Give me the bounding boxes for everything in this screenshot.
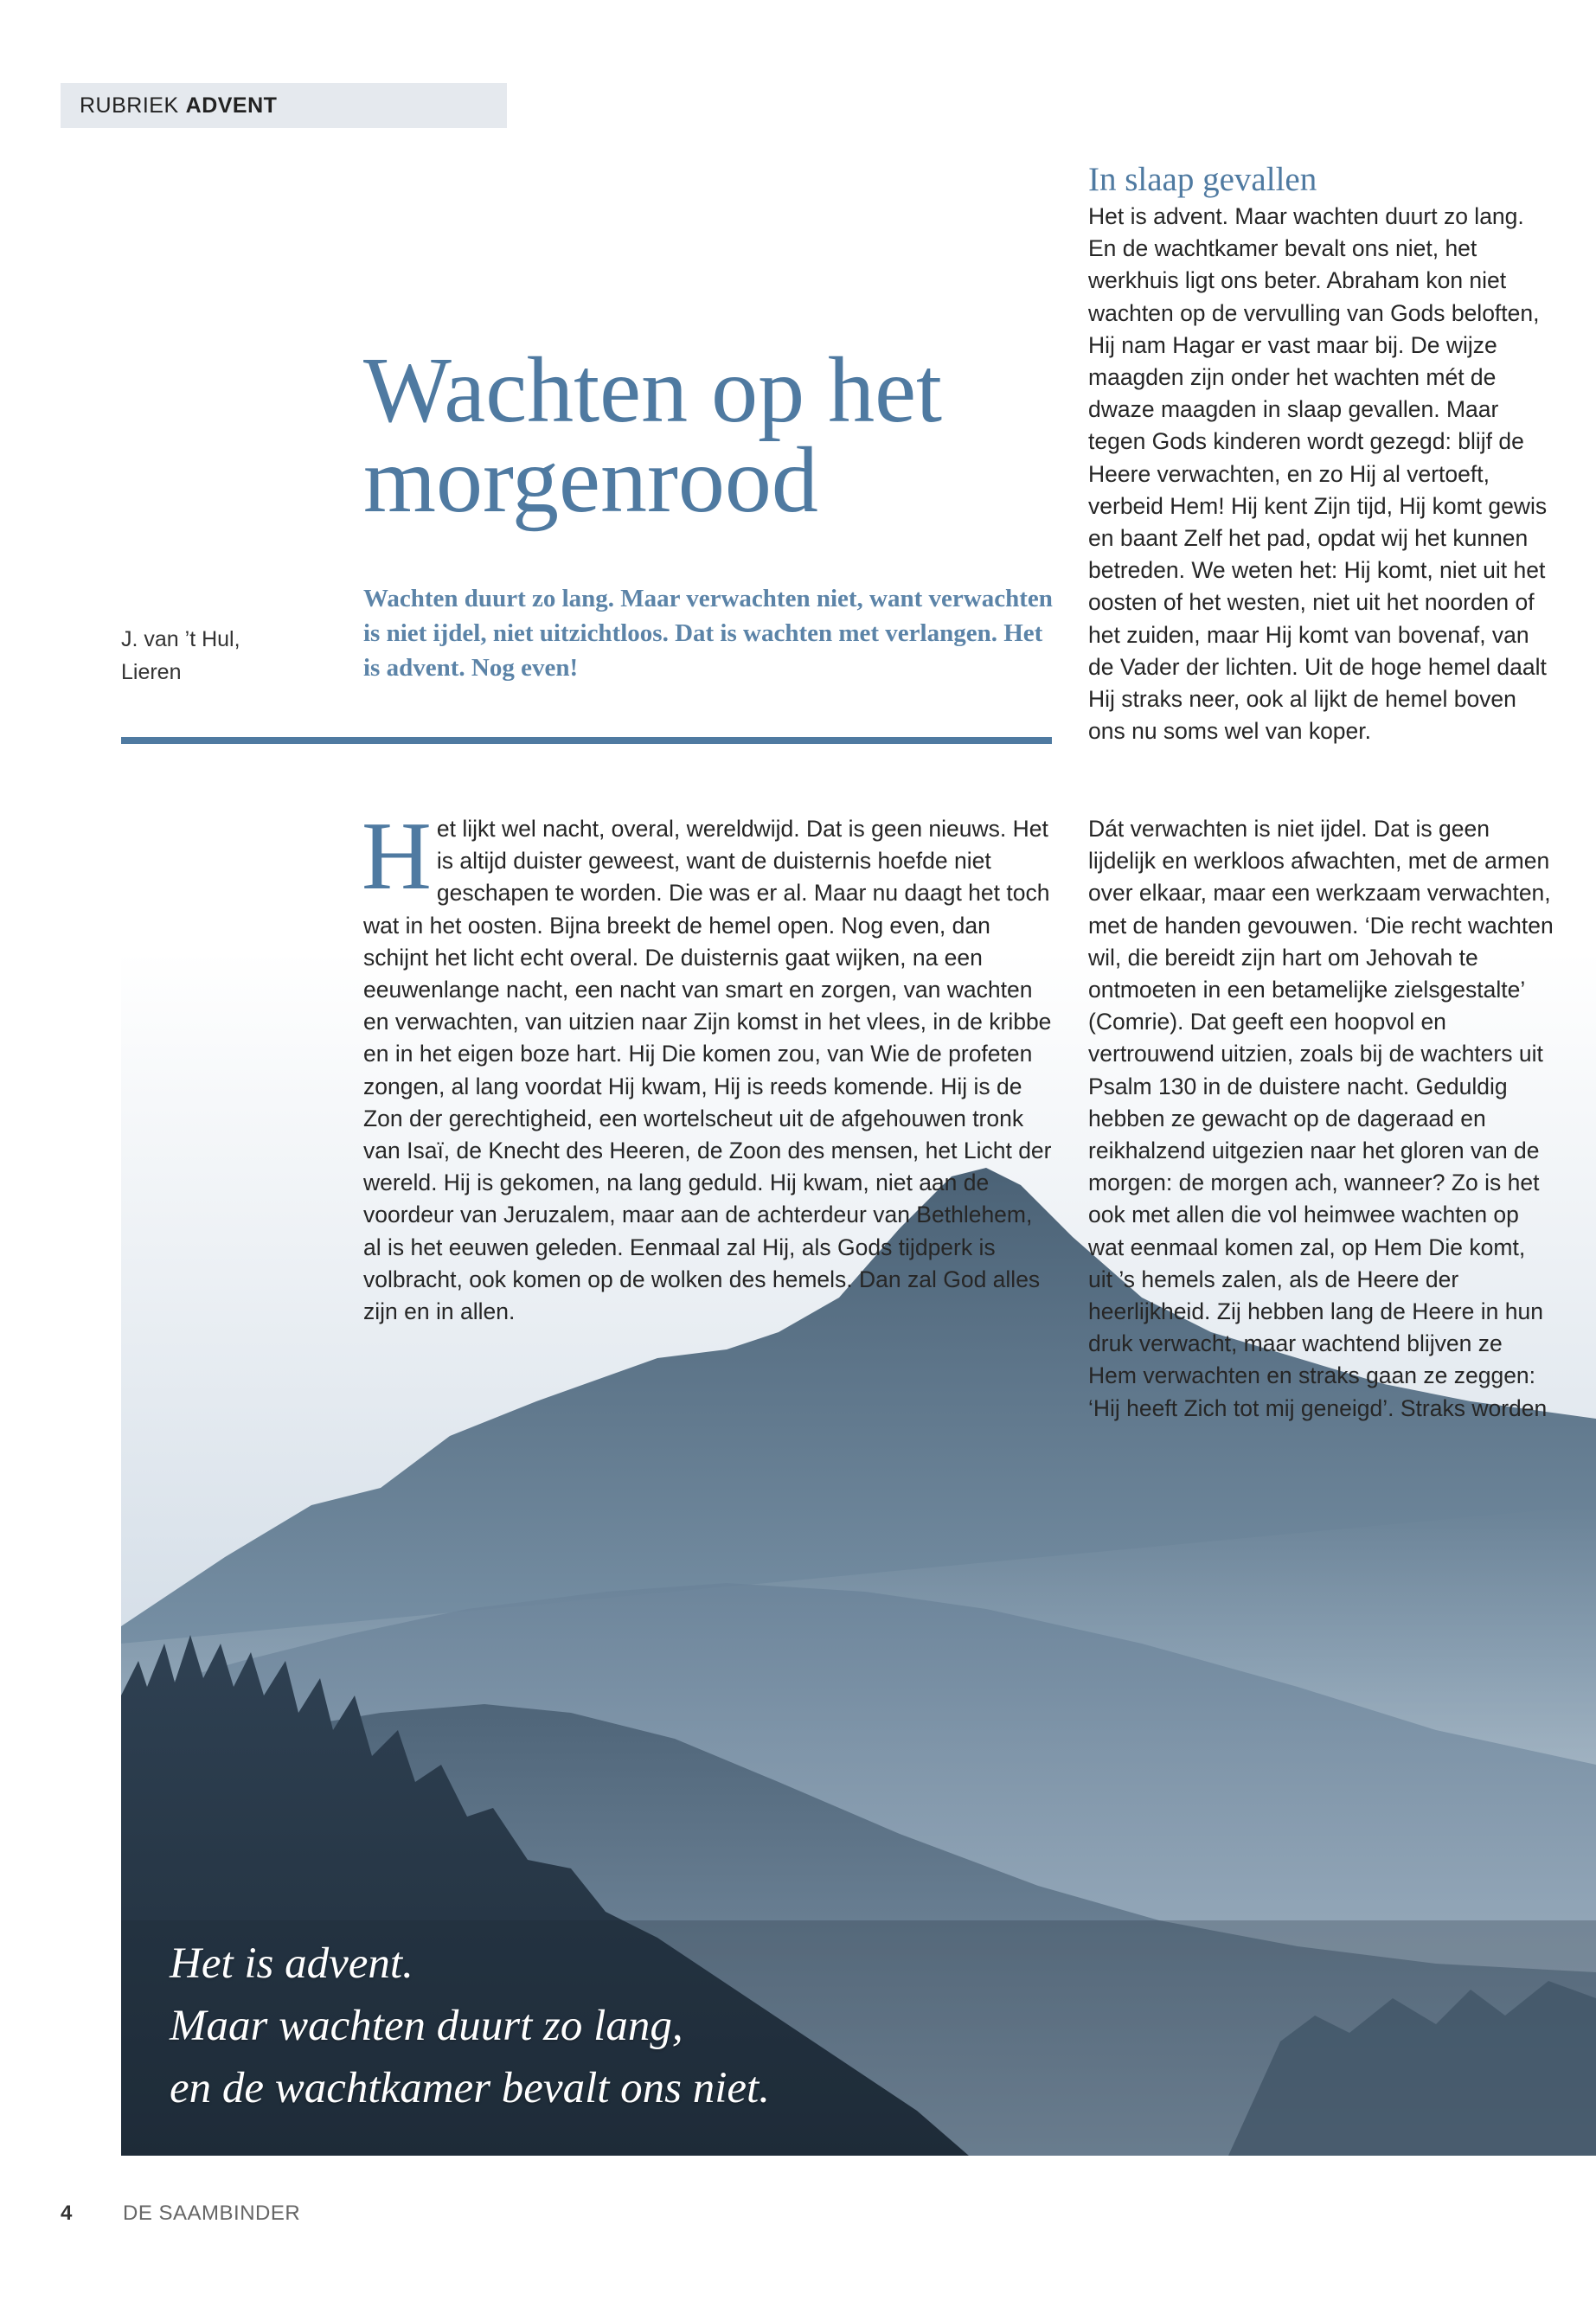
section-name: ADVENT <box>185 93 278 118</box>
pull-quote-line: Het is advent. <box>170 1939 413 1988</box>
page-number: 4 <box>61 2202 73 2225</box>
author-place: Lieren <box>121 660 182 684</box>
page-footer <box>61 2199 300 2228</box>
author-byline <box>121 623 294 689</box>
section-label: RUBRIEK <box>80 93 179 118</box>
article-lede: Wachten duurt zo lang. Maar verwachten niet, want verwachten is niet ijdel, niet uitzichtloos. Dat is wachten met verlangen. Het is advent. Nog even! <box>363 585 1053 682</box>
body-column-right-bottom <box>1088 813 1555 1425</box>
body-paragraph <box>362 803 1055 1328</box>
pull-quote <box>170 1932 1121 2119</box>
body-right-bottom-text: Dát verwachten is niet ijdel. Dat is geen lijdelijk en werkloos afwachten, met de armen over elkaar, maar een werkzaam verwachten, met de handen gevouwen. ‘Die recht wachten wil, die bereidt zijn hart om Jehovah te ontmoeten in een betamelijke zielsgestalte’ (Comrie). Dat geeft een hoopvol en vertrouwend uitzien, zoals bij de wachters uit Psalm 130 in de duistere nacht. Geduldig hebben ze gewacht op de dageraad en reikhalzend uitgezien naar het gloren van de morgen: de morgen ach, wanneer? Zo is het ook met allen die vol heimwee wachten op wat eenmaal komen zal, op Hem Die komt, uit ’s hemels zalen, als de Heere der heerlijkheid. Zij hebben lang de Heere in hun druk verwacht, maar wachtend blijven ze Hem verwachten en straks gaan ze zeggen: ‘Hij heeft Zich tot mij geneigd’. Straks worden <box>1088 816 1554 1421</box>
subheading: In slaap gevallen <box>1088 161 1317 198</box>
author-name: J. van ’t Hul, <box>121 627 240 651</box>
title-divider <box>121 737 1052 744</box>
article-title: Wachten op het morgenrood <box>363 339 943 532</box>
drop-cap: H <box>362 803 432 910</box>
body-left-text: et lijkt wel nacht, overal, wereldwijd. Dat is geen nieuws. Het is altijd duister geweest, want de duisternis hoefde niet geschapen te worden. Die was er al. Maar nu daagt het toch wat in het oosten. Bijna breekt de hemel open. Nog even, dan schijnt het licht echt overal. De duisternis gaat wijken, na een eeuwenlange nacht, een nacht van smart en zorgen, van wachten en verwachten, van uitzien naar Zijn komst in het vlees, in de kribbe en in het eigen boze hart. Hij Die komen zou, van Wie de profeten zongen, al lang voordat Hij kwam, Hij is reeds komende. Hij is de Zon der gerechtigheid, een wortelscheut uit de afgehouwen tronk van Isaï, de Knecht des Heeren, de Zoon des mensen, het Licht der wereld. Hij is gekomen, na lang geduld. Hij kwam, niet aan de voordeur van Jeruzalem, maar aan de achterdeur van Bethlehem, al is het eeuwen geleden. Eenmaal zal Hij, als Gods tijdperk is volbracht, ook komen op de wolken des hemels. Dan zal God alles zijn en in allen. <box>363 816 1052 1325</box>
section-header <box>61 83 507 128</box>
magazine-name: DE SAAMBINDER <box>123 2202 301 2225</box>
pull-quote-line: en de wachtkamer bevalt ons niet. <box>170 2064 770 2112</box>
pull-quote-line: Maar wachten duurt zo lang, <box>170 2002 683 2050</box>
body-column-right-top <box>1088 161 1555 747</box>
body-column-left <box>362 803 1055 1328</box>
body-right-top-text: Het is advent. Maar wachten duurt zo lang. En de wachtkamer bevalt ons niet, het werkhuis ligt ons beter. Abraham kon niet wachten op de vervulling van Gods beloften, Hij nam Hagar er vast maar bij. De wijze maagden zijn onder het wachten mét de dwaze maagden in slaap gevallen. Maar tegen Gods kinderen wordt gezegd: blijf de Heere verwachten, en zo Hij al vertoeft, verbeid Hem! Hij kent Zijn tijd, Hij komt gewis en baant Zelf het pad, opdat wij het kunnen betreden. We weten het: Hij komt, niet uit het oosten of het westen, niet uit het noorden of het zuiden, maar Hij komt van bovenaf, van de Vader der lichten. Uit de hoge hemel daalt Hij straks neer, ook al lijkt de hemel boven ons nu soms wel van koper. <box>1088 203 1548 745</box>
